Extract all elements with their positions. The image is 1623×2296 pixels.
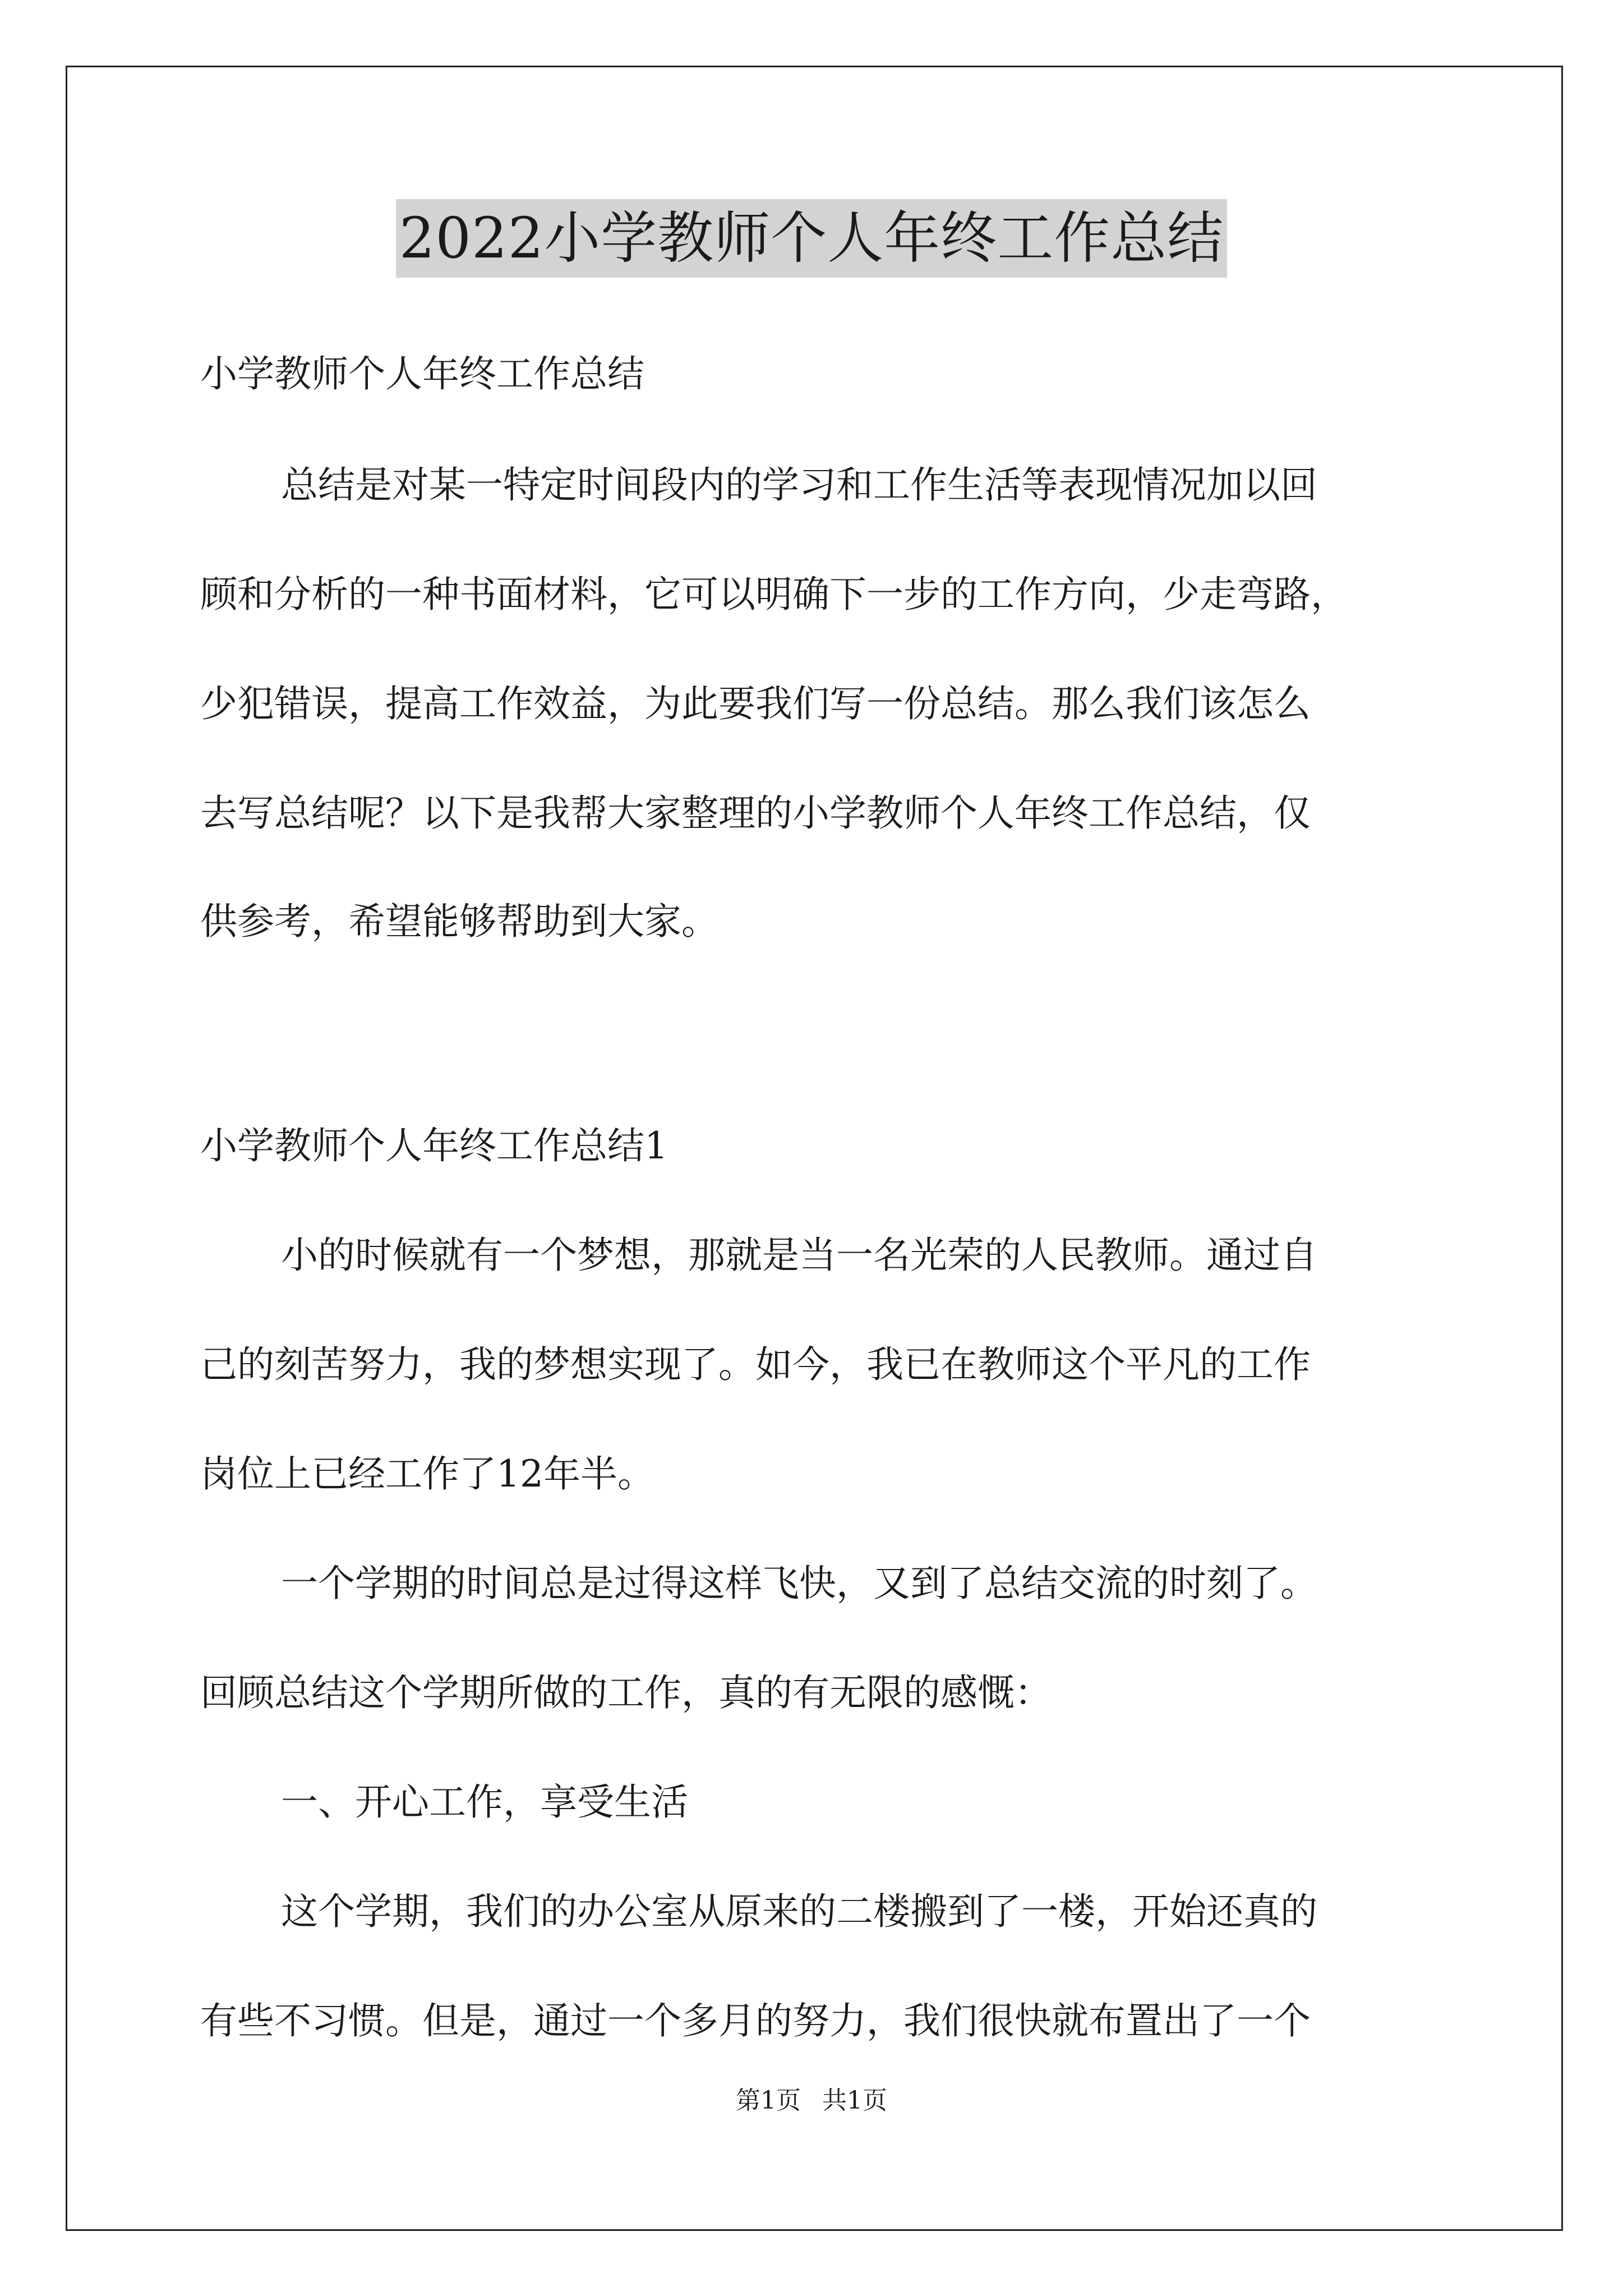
paragraph-line: 有些不习惯。但是，通过一个多月的努力，我们很快就布置出了一个 xyxy=(200,1999,1311,2042)
paragraph-line: 回顾总结这个学期所做的工作，真的有无限的感慨： xyxy=(200,1671,1052,1714)
paragraph-line: 一个学期的时间总是过得这样飞快，又到了总结交流的时刻了。 xyxy=(281,1562,1317,1605)
paragraph-line: 供参考，希望能够帮助到大家。 xyxy=(200,900,718,943)
paragraph-line: 顾和分析的一种书面材料，它可以明确下一步的工作方向，少走弯路， xyxy=(200,573,1348,616)
section-heading: 小学教师个人年终工作总结1 xyxy=(200,1124,668,1167)
paragraph-line: 总结是对某一特定时间段内的学习和工作生活等表现情况加以回 xyxy=(281,463,1317,507)
title-container xyxy=(0,199,1623,278)
subtitle-line: 小学教师个人年终工作总结 xyxy=(200,352,644,395)
document-title: 2022小学教师个人年终工作总结 xyxy=(396,199,1228,278)
paragraph-line: 小的时候就有一个梦想，那就是当一名光荣的人民教师。通过自 xyxy=(281,1234,1317,1277)
paragraph-line: 这个学期，我们的办公室从原来的二楼搬到了一楼，开始还真的 xyxy=(281,1890,1317,1933)
page-total: 共1页 xyxy=(822,2086,887,2115)
page-number: 第1页 xyxy=(736,2086,801,2115)
page-footer xyxy=(0,2084,1623,2118)
subheading-line: 一、开心工作，享受生活 xyxy=(281,1780,688,1824)
paragraph-line: 己的刻苦努力，我的梦想实现了。如今，我已在教师这个平凡的工作 xyxy=(200,1343,1311,1386)
paragraph-line: 岗位上已经工作了12年半。 xyxy=(200,1452,654,1496)
paragraph-line: 去写总结呢？以下是我帮大家整理的小学教师个人年终工作总结，仅 xyxy=(200,792,1311,835)
paragraph-line: 少犯错误，提高工作效益，为此要我们写一份总结。那么我们该怎么 xyxy=(200,682,1311,725)
